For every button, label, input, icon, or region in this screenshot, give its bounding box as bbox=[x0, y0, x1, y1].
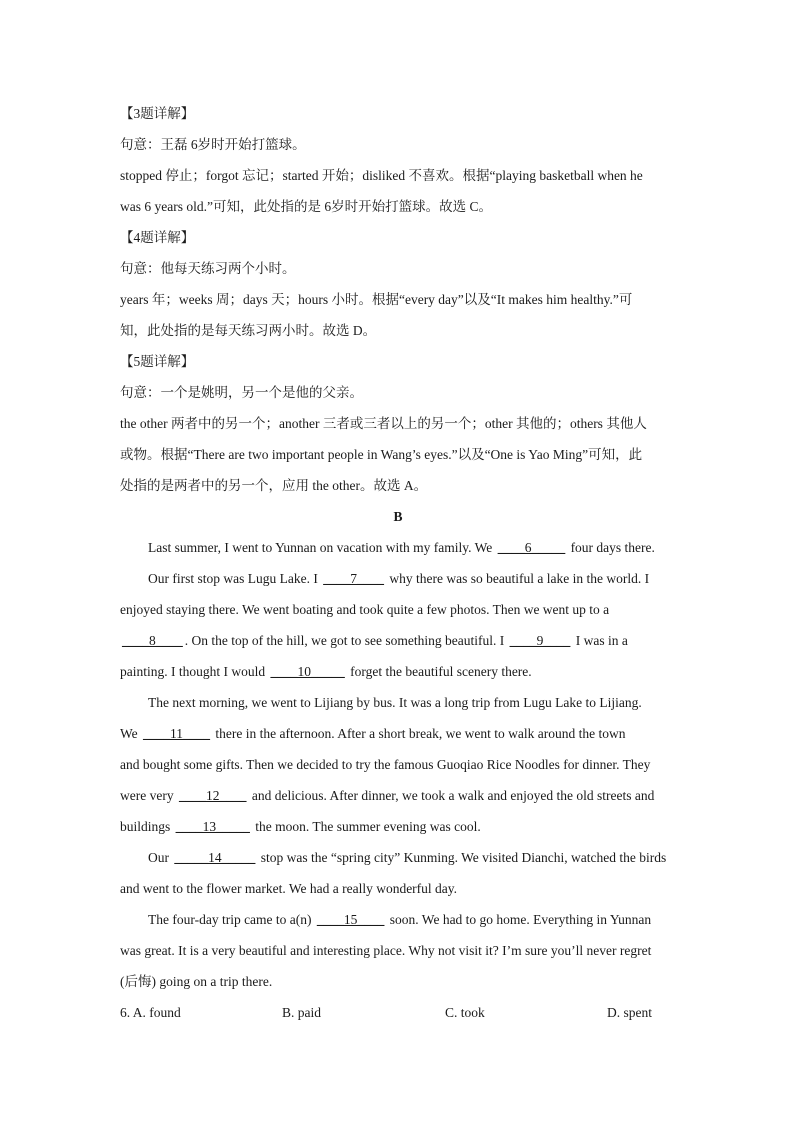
q3-meaning: 句意：王磊 6岁时开始打篮球。 bbox=[120, 137, 306, 152]
q4-explain-line-2: 知，此处指的是每天练习两小时。故选 D。 bbox=[120, 323, 377, 338]
passage-line bbox=[120, 718, 676, 749]
q4-explain-line-1: years 年；weeks 周；days 天；hours 小时。根据“every day”以及“It makes him healthy.”可 bbox=[120, 292, 633, 307]
q4-meaning: 句意：他每天练习两个小时。 bbox=[120, 261, 296, 276]
passage-line bbox=[120, 811, 676, 842]
q5-meaning: 句意：一个是姚明，另一个是他的父亲。 bbox=[120, 385, 363, 400]
q6-option-d: D. spent bbox=[607, 1005, 652, 1020]
passage-text: and went to the flower market. We had a really wonderful day. bbox=[120, 881, 458, 896]
passage-text: enjoyed staying there. We went boating and took quite a few photos. Then we went up to a bbox=[120, 602, 610, 617]
passage-text: was great. It is a very beautiful and interesting place. Why not visit it? I’m sure you’ll never regret bbox=[120, 943, 652, 958]
passage-line bbox=[120, 625, 676, 656]
passage-line bbox=[120, 687, 676, 718]
passage-text: I was in a bbox=[572, 633, 628, 648]
passage-text: soon. We had to go home. Everything in Yunnan bbox=[386, 912, 652, 927]
passage-text: The next morning, we went to Lijiang by bus. It was a long trip from Lugu Lake to Lijiang. bbox=[148, 695, 642, 710]
blank-8: ____8____ bbox=[122, 633, 183, 648]
blank-14: _____14_____ bbox=[174, 850, 256, 865]
passage-text: there in the afternoon. After a short break, we went to walk around the town bbox=[212, 726, 626, 741]
passage-text: four days there. bbox=[567, 540, 655, 555]
blank-7: ____7____ bbox=[323, 571, 384, 586]
passage-text: We bbox=[120, 726, 142, 741]
blank-11: ____11____ bbox=[143, 726, 211, 741]
blank-12: ____12____ bbox=[178, 788, 247, 803]
passage-text: The four-day trip came to a(n) bbox=[148, 912, 315, 927]
q5-explain-line-2: 或物。根据“There are two important people in Wang’s eyes.”以及“One is Yao Ming”可知，此 bbox=[120, 447, 643, 462]
passage-text: Our bbox=[148, 850, 173, 865]
passage-text: buildings bbox=[120, 819, 174, 834]
q3-heading: 【3题详解】 bbox=[120, 106, 195, 121]
passage-text: stop was the “spring city” Kunming. We visited Dianchi, watched the birds bbox=[257, 850, 667, 865]
passage-text: why there was so beautiful a lake in the world. I bbox=[385, 571, 650, 586]
passage-line bbox=[120, 594, 676, 625]
passage-text: painting. I thought I would bbox=[120, 664, 269, 679]
q6-option-c: C. took bbox=[445, 1005, 485, 1020]
passage-title: B bbox=[393, 509, 403, 524]
passage-text: . On the top of the hill, we got to see something beautiful. I bbox=[184, 633, 508, 648]
passage-line bbox=[120, 904, 676, 935]
document-page bbox=[120, 98, 676, 1028]
passage-text: (后悔) going on a trip there. bbox=[120, 974, 273, 989]
blank-9: ____9____ bbox=[509, 633, 571, 648]
q5-explain-line-3: 处指的是两者中的另一个，应用 the other。故选 A。 bbox=[120, 478, 428, 493]
q3-explain-line-1: stopped 停止；forgot 忘记；started 开始；disliked 不喜欢。根据“playing basketball when he bbox=[120, 168, 643, 183]
passage-line bbox=[120, 656, 676, 687]
passage-text: and bought some gifts. Then we decided to try the famous Guoqiao Rice Noodles for dinner. They bbox=[120, 757, 651, 772]
q5-explain-line-1: the other 两者中的另一个；another 三者或三者以上的另一个；other 其他的；others 其他人 bbox=[120, 416, 647, 431]
passage-text: forget the beautiful scenery there. bbox=[346, 664, 532, 679]
q5-heading: 【5题详解】 bbox=[120, 354, 195, 369]
passage-line bbox=[120, 780, 676, 811]
passage-line bbox=[120, 842, 676, 873]
passage-text: Last summer, I went to Yunnan on vacation with my family. We bbox=[148, 540, 496, 555]
blank-13: ____13_____ bbox=[175, 819, 250, 834]
blank-6: ____6_____ bbox=[497, 540, 566, 555]
q3-explain-line-2: was 6 years old.”可知，此处指的是 6岁时开始打篮球。故选 C。 bbox=[120, 199, 492, 214]
blank-10: ____10_____ bbox=[270, 664, 345, 679]
passage-text: the moon. The summer evening was cool. bbox=[251, 819, 481, 834]
passage-line bbox=[120, 563, 676, 594]
q6-option-b: B. paid bbox=[282, 1005, 321, 1020]
passage-line bbox=[120, 935, 676, 966]
passage-line bbox=[120, 532, 676, 563]
q4-heading: 【4题详解】 bbox=[120, 230, 195, 245]
passage-text: Our first stop was Lugu Lake. I bbox=[148, 571, 322, 586]
q6-option-a: 6. A. found bbox=[120, 1005, 181, 1020]
passage-line bbox=[120, 749, 676, 780]
passage-line bbox=[120, 873, 676, 904]
blank-15: ____15____ bbox=[316, 912, 385, 927]
q6-options bbox=[120, 997, 676, 1028]
passage-line bbox=[120, 966, 676, 997]
passage-text: were very bbox=[120, 788, 177, 803]
passage-text: and delicious. After dinner, we took a walk and enjoyed the old streets and bbox=[248, 788, 655, 803]
